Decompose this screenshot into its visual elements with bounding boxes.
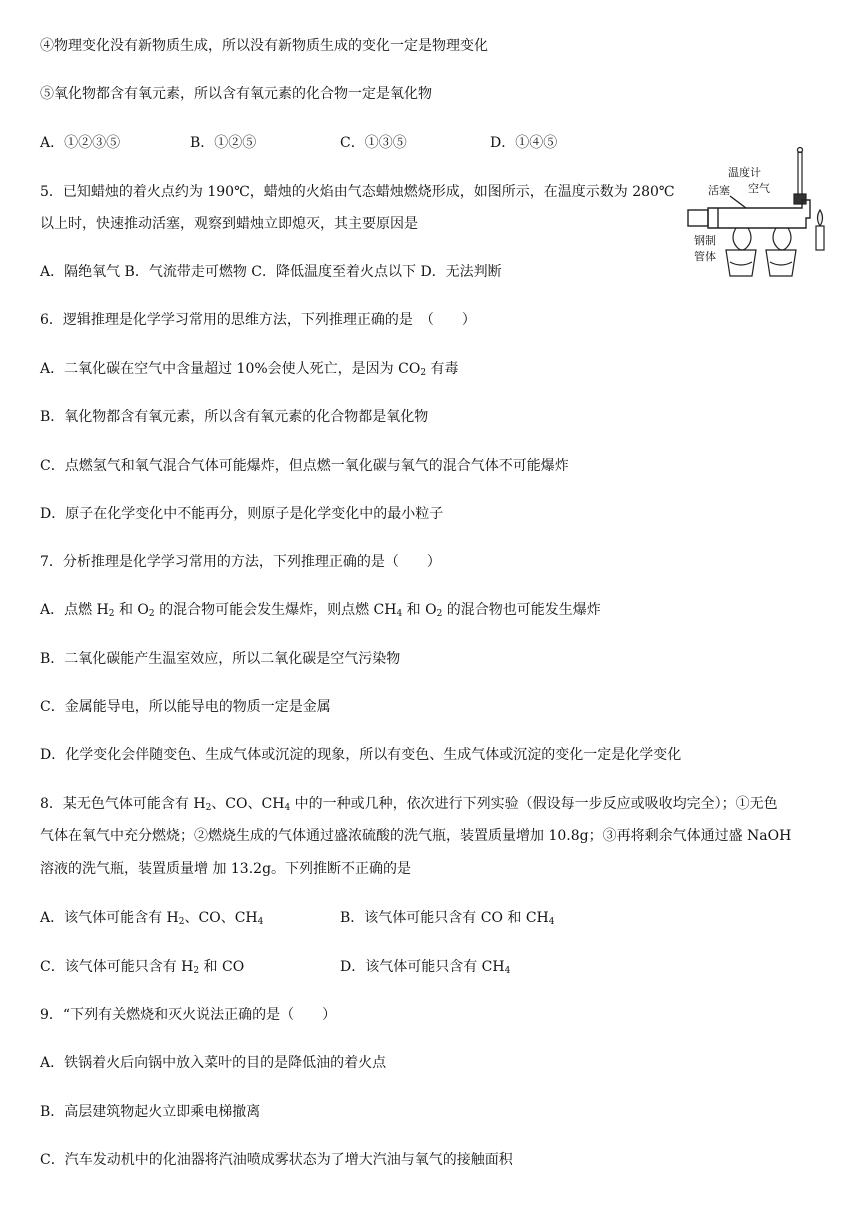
steel-tube-icon [688,196,810,228]
figure-label-air: 空气 [748,182,770,195]
q5-stem-line-1: 5．已知蜡烛的着火点约为 190℃，蜡烛的火焰由气态蜡烛燃烧形成，如图所示，在温度示数为 280℃ [40,184,675,200]
statement-4: ④物理变化没有新物质生成，所以没有新物质生成的变化一定是物理变化 [40,38,488,54]
figure-label-piston: 活塞 [708,184,730,197]
figure-label-steel-1: 钢制 [694,234,716,247]
q4-option-b: B．①②⑤ [190,135,257,151]
q7-option-c: C．金属能导电，所以能导电的物质一定是金属 [40,699,331,715]
q6-stem: 6．逻辑推理是化学学习常用的思维方法，下列推理正确的是 （ ） [40,312,476,328]
q7-option-a: A．点燃 $H_2$ 和 $O_2$ 的混合物可能会发生爆炸，则点燃 $CH_4$ 和 $O_2$ 的混合物也可能发生爆炸 [40,602,601,619]
q9-stem: 9．“下列有关燃烧和灭火说法正确的是（ ） [40,1007,337,1023]
q6-option-a: A．二氧化碳在空气中含量超过 10%会使人死亡，是因为 $CO_2$ 有毒 [40,361,459,378]
q9-option-a: A．铁锅着火后向锅中放入菜叶的目的是降低油的着火点 [40,1055,387,1071]
q7-option-d: D．化学变化会伴随变色、生成气体或沉淀的现象，所以有变色、生成气体或沉淀的变化一定是化学变化 [40,747,682,763]
q5-options: A．隔绝氧气 B．气流带走可燃物 C．降低温度至着火点以下 D．无法判断 [40,264,502,280]
q9-option-b: B．高层建筑物起火立即乘电梯撤离 [40,1104,261,1120]
q8-option-d: D．该气体可能只含有 $CH_4$ [340,959,511,976]
q5-stem-line-2: 以上时，快速推动活塞，观察到蜡烛立即熄灭，其主要原因是 [40,216,418,232]
q8-stem-line-2: 气体在氧气中充分燃烧；②燃烧生成的气体通过盛浓硫酸的洗气瓶，装置质量增加 10.8g；③再将剩余气体通过盛 NaOH [40,828,792,844]
candle-icon [816,210,824,250]
q9-option-c: C．汽车发动机中的化油器将汽油喷成雾状态为了增大汽油与氧气的接触面积 [40,1152,513,1168]
q4-option-a: A．①②③⑤ [40,135,121,151]
statement-5: ⑤氧化物都含有氧元素，所以含有氧元素的化合物一定是氧化物 [40,86,432,102]
q8-stem-line-3: 溶液的洗气瓶，装置质量增 加 13.2g。下列推断不正确的是 [40,861,412,877]
q6-option-c: C．点燃氢气和氧气混合气体可能爆炸，但点燃一氧化碳与氧气的混合气体不可能爆炸 [40,458,569,474]
q8-stem-line-1: 8．某无色气体可能含有 $H_2$、CO、$CH_4$ 中的一种或几种，依次进行下列实验（假设每一步反应或吸收均完全）；①无色 [40,796,778,813]
q8-option-c: C．该气体可能只含有 $H_2$ 和 CO [40,959,245,976]
thermometer-icon [794,148,806,205]
q8-option-b: B．该气体可能只含有 CO 和 $CH_4$ [340,910,555,927]
burner-icon [726,228,796,276]
q7-stem: 7．分析推理是化学学习常用的方法，下列推理正确的是（ ） [40,554,441,570]
candle-apparatus-figure [686,146,836,282]
q4-option-d: D．①④⑤ [490,135,558,151]
q6-option-d: D．原子在化学变化中不能再分，则原子是化学变化中的最小粒子 [40,506,444,522]
q7-option-b: B．二氧化碳能产生温室效应，所以二氧化碳是空气污染物 [40,651,401,667]
q8-option-a: A．该气体可能含有 $H_2$、CO、$CH_4$ [40,910,264,927]
figure-label-steel-2: 管体 [694,250,716,263]
q6-option-b: B．氧化物都含有氧元素，所以含有氧元素的化合物都是氧化物 [40,409,429,425]
q4-option-c: C．①③⑤ [340,135,407,151]
figure-label-thermometer: 温度计 [728,166,761,179]
